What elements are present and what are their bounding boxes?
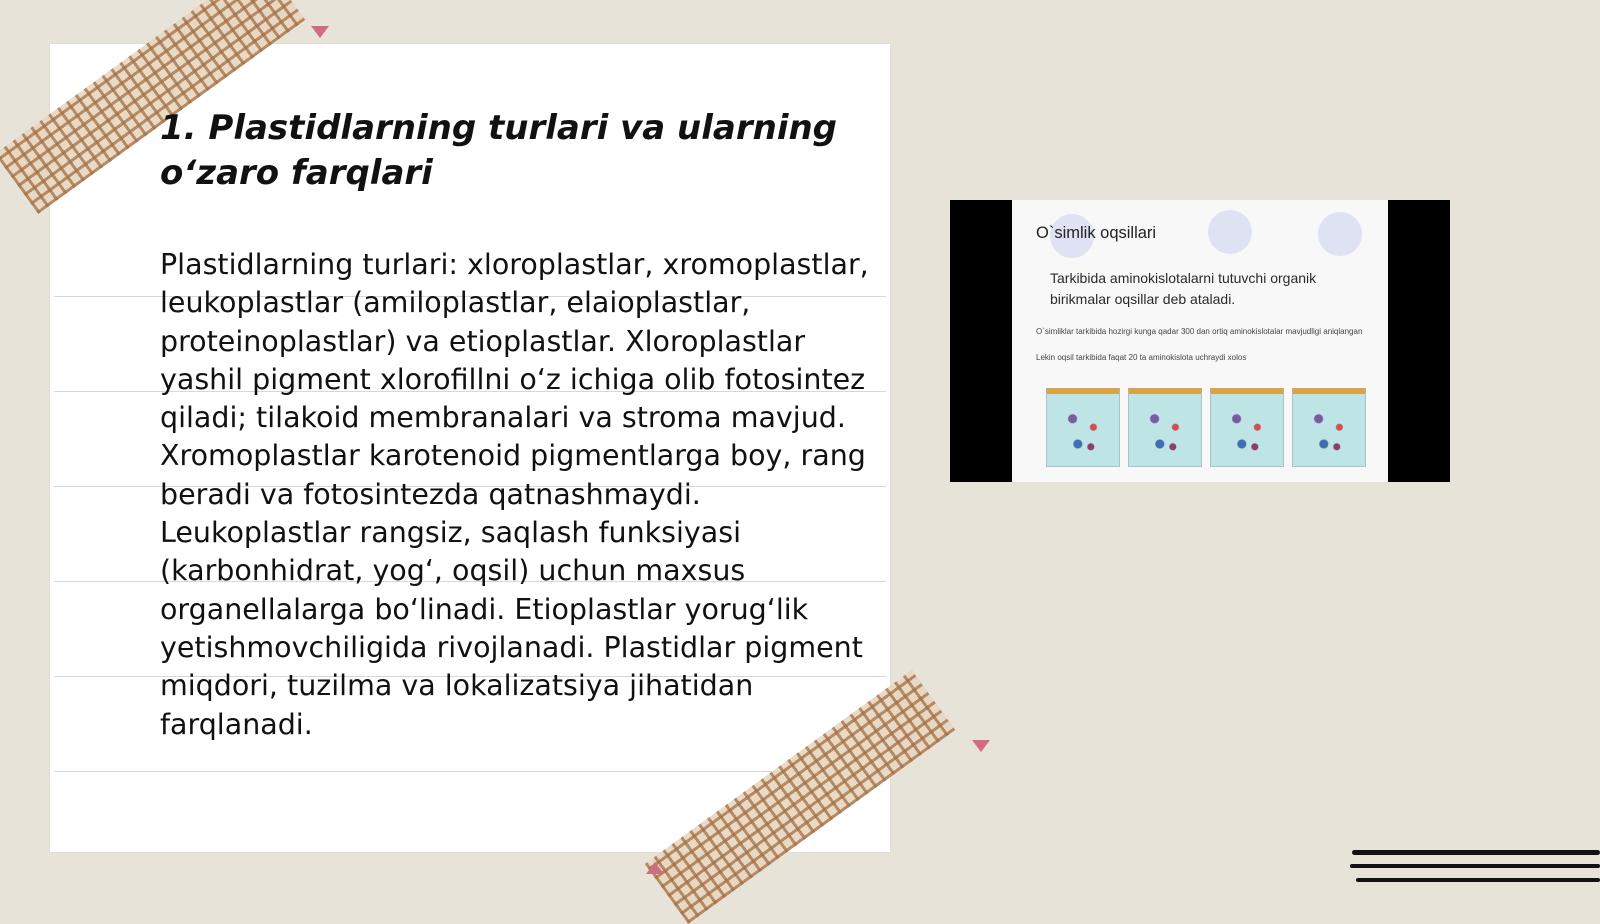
protein-diagram-thumbnail	[1046, 388, 1120, 467]
protein-diagram-thumbnail	[1128, 388, 1202, 467]
embedded-slide	[1012, 200, 1388, 482]
embedded-slide-image	[950, 200, 1450, 482]
slide-body-text: Plastidlarning turlari: xloroplastlar, xromoplastlar, leukoplastlar (amiloplastlar, elaioplastlar, proteinoplastlar) va etioplastlar. Xloroplastlar yashil pigment xlorofillni o‘z ichiga olib fotosintez qiladi; tilakoid membranalari va stroma mavjud. Xromoplastlar karotenoid pigmentlarga boy, rang beradi va fotosintezda qatnashmaydi. Leukoplastlar rangsiz, saqlash funksiyasi (karbonhidrat, yog‘, oqsil) uchun maxsus organellalarga bo‘linadi. Etioplastlar yorug‘lik yetishmovchiligida rivojlanadi. Plastidlar pigment miqdori, tuzilma va lokalizatsiya jihatidan farqlanadi.	[160, 248, 869, 741]
embedded-slide-subtitle: Tarkibida aminokislotalarni tutuvchi organik birikmalar oqsillar deb ataladi.	[1050, 270, 1317, 307]
embedded-slide-note-2: Lekin oqsil tarkibida faqat 20 ta aminokislota uchraydi xolos	[1036, 353, 1247, 362]
protein-diagram-thumbnail	[1210, 388, 1284, 467]
protein-diagram-thumbnail	[1292, 388, 1366, 467]
embedded-slide-title: O`simlik oqsillari	[1036, 224, 1157, 242]
embedded-slide-note-1: O`simliklar tarkibida hozirgi kunga qadar 300 dan ortiq aminokislotalar mavjudligi aniqlangan	[1036, 327, 1363, 336]
brush-stroke-decoration	[1350, 864, 1600, 868]
decor-circle	[1318, 212, 1362, 256]
brush-stroke-decoration	[1352, 850, 1600, 855]
slide-title: 1. Plastidlarning turlari va ularning o‘zaro farqlari	[160, 108, 838, 193]
tape-pin-top	[311, 26, 329, 38]
decor-circle	[1208, 210, 1252, 254]
tape-pin-bottom-right	[972, 740, 990, 752]
brush-stroke-decoration	[1356, 878, 1600, 882]
paper-rule-line	[54, 771, 886, 772]
tape-pin-bottom-left	[646, 862, 664, 874]
